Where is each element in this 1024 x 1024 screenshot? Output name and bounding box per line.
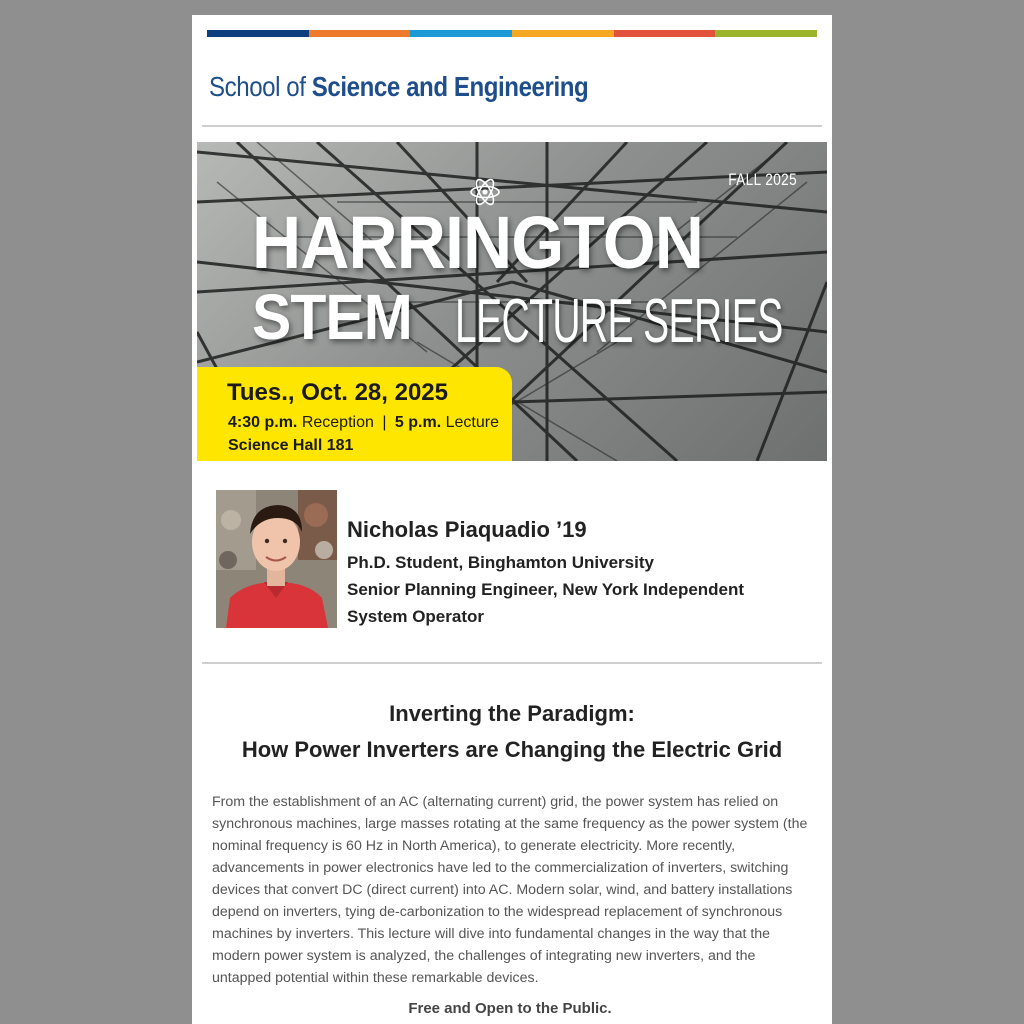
series-title-lecture-series: LECTURE SERIES	[455, 287, 783, 356]
event-details-box	[197, 367, 512, 461]
admission-note: Free and Open to the Public.	[408, 1000, 612, 1017]
series-title-stem: STEM	[252, 281, 412, 353]
reception-label: Reception	[301, 414, 374, 431]
speaker-divider	[202, 662, 822, 664]
speaker-role-1: Ph.D. Student, Binghamton University	[347, 553, 654, 572]
color-bar-segment	[309, 30, 411, 37]
event-date: Tues., Oct. 28, 2025	[227, 379, 449, 406]
series-title-harrington: HARRINGTON	[252, 201, 703, 284]
reception-time: 4:30 p.m.	[228, 414, 298, 431]
color-bar-segment	[207, 30, 309, 37]
lecture-title: Inverting the Paradigm:	[389, 701, 635, 726]
season-label: FALL 2025	[728, 170, 797, 189]
speaker-role-2: Senior Planning Engineer, New York Independent	[347, 580, 745, 599]
lecture-subtitle: How Power Inverters are Changing the Electric Grid	[241, 737, 783, 762]
school-logo-prefix: School of	[209, 71, 306, 102]
speaker-photo	[216, 490, 337, 628]
event-venue: Science Hall 181	[228, 437, 354, 454]
lecture-abstract: From the establishment of an AC (alternating current) grid, the power system has relied on synchronous machines, large masses rotating at the same frequency as the power system (the nominal frequency is 60 Hz in North America), to generate electricity. More recently, advancements in power electronics have led to the commercialization of inverters, switching devices that convert DC (direct current) into AC. Modern solar, wind, and battery installations depend on inverters, tying de-carbonization to the widespread replacement of synchronous machines by inverters. This lecture will dive into fundamental changes in the way that the modern power system is analyzed, the challenges of integrating new inverters, and the untapped potential within these remarkable devices.	[212, 794, 808, 986]
color-bar-segment	[614, 30, 716, 37]
school-logo-name: Science and Engineering	[311, 71, 589, 102]
email-body	[192, 15, 832, 1024]
series-title-line2	[252, 280, 783, 356]
header-divider	[202, 125, 822, 127]
speaker-portrait-illustration	[216, 490, 337, 628]
lecture-time: 5 p.m.	[394, 414, 442, 431]
event-banner[interactable]	[197, 142, 827, 461]
speaker-name: Nicholas Piaquadio ’19	[347, 517, 587, 542]
speaker-role-3: System Operator	[347, 607, 484, 626]
color-bar-segment	[715, 30, 817, 37]
event-times	[228, 414, 499, 432]
color-bar-segment	[512, 30, 614, 37]
lecture-label: Lecture	[445, 414, 499, 431]
school-logo[interactable]	[209, 71, 588, 103]
time-separator: |	[382, 414, 387, 431]
color-bar-segment	[410, 30, 512, 37]
brand-color-bar	[207, 30, 817, 37]
